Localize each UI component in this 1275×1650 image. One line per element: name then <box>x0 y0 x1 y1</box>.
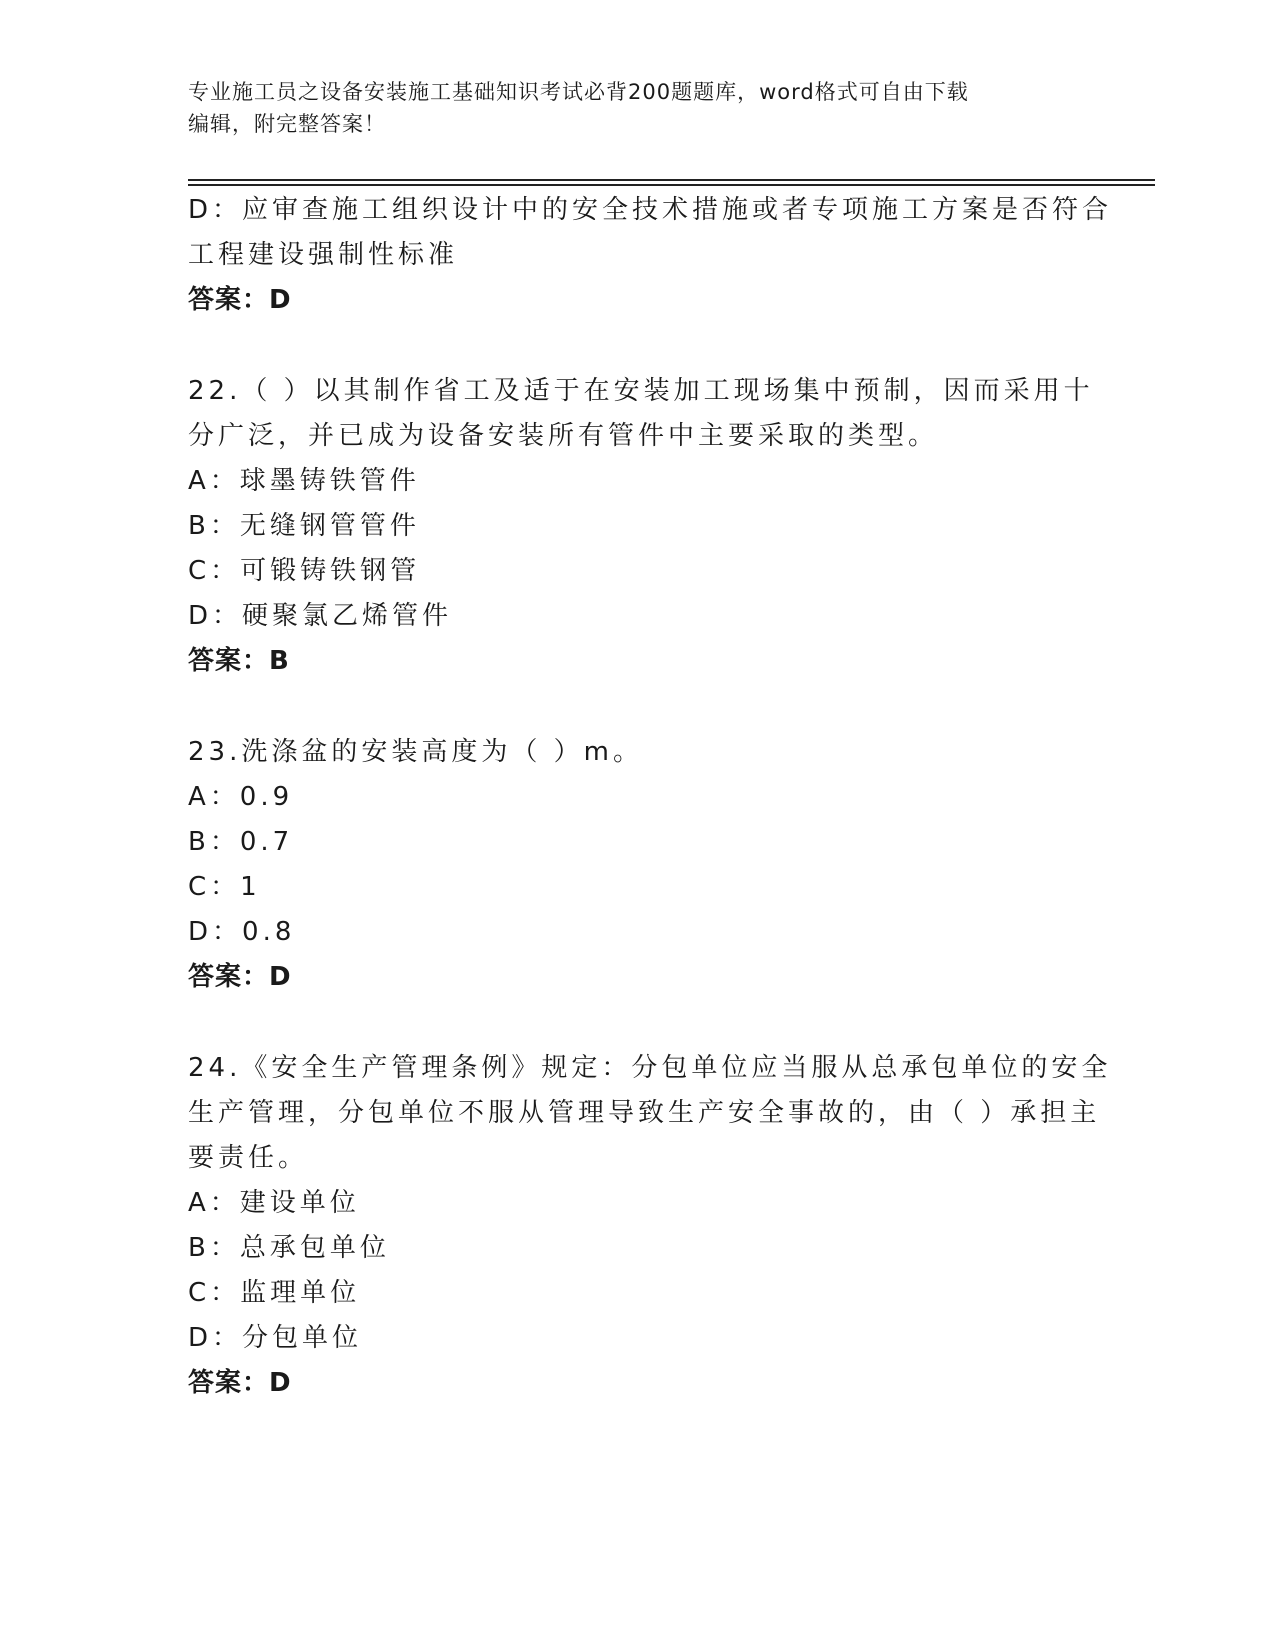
header-line: 编辑，附完整答案！ <box>188 112 386 136</box>
question-block <box>188 1046 1112 1406</box>
question-stem: 24.《安全生产管理条例》规定：分包单位应当服从总承包单位的安全 <box>188 1053 1112 1083</box>
answer-line: 答案：B <box>188 646 290 676</box>
option-b: B：0.7 <box>188 827 294 857</box>
option-a: A：0.9 <box>188 782 294 812</box>
option-a: A：建设单位 <box>188 1188 360 1218</box>
option-d: D：0.8 <box>188 917 296 947</box>
option-c: C：可锻铸铁钢管 <box>188 556 421 586</box>
header-divider <box>188 184 1155 186</box>
question-stem: 要责任。 <box>188 1143 309 1173</box>
question-block <box>188 369 1094 684</box>
question-block <box>188 188 1113 323</box>
question-stem: 22.（ ）以其制作省工及适于在安装加工现场集中预制，因而采用十 <box>188 376 1094 406</box>
answer-line: 答案：D <box>188 285 292 315</box>
option-a: A：球墨铸铁管件 <box>188 466 420 496</box>
question-line: D：应审查施工组织设计中的安全技术措施或者专项施工方案是否符合 <box>188 195 1113 225</box>
question-line: 工程建设强制性标准 <box>188 240 459 270</box>
header-divider <box>188 179 1155 181</box>
option-d: D：硬聚氯乙烯管件 <box>188 601 453 631</box>
question-stem: 生产管理，分包单位不服从管理导致生产安全事故的，由（ ）承担主 <box>188 1098 1101 1128</box>
option-c: C：监理单位 <box>188 1278 361 1308</box>
question-list <box>188 188 1113 1406</box>
answer-line: 答案：D <box>188 962 292 992</box>
question-stem: 分广泛，并已成为设备安装所有管件中主要采取的类型。 <box>188 421 939 451</box>
document-header <box>188 76 1068 140</box>
question-block <box>188 730 1088 1000</box>
header-line: 专业施工员之设备安装施工基础知识考试必背200题题库，word格式可自由下载 <box>188 80 969 104</box>
option-b: B：总承包单位 <box>188 1233 390 1263</box>
answer-line: 答案：D <box>188 1368 292 1398</box>
option-b: B：无缝钢管管件 <box>188 511 420 541</box>
question-stem: 23.洗涤盆的安装高度为（ ）m。 <box>188 737 643 767</box>
option-c: C：1 <box>188 872 261 902</box>
option-d: D：分包单位 <box>188 1323 363 1353</box>
